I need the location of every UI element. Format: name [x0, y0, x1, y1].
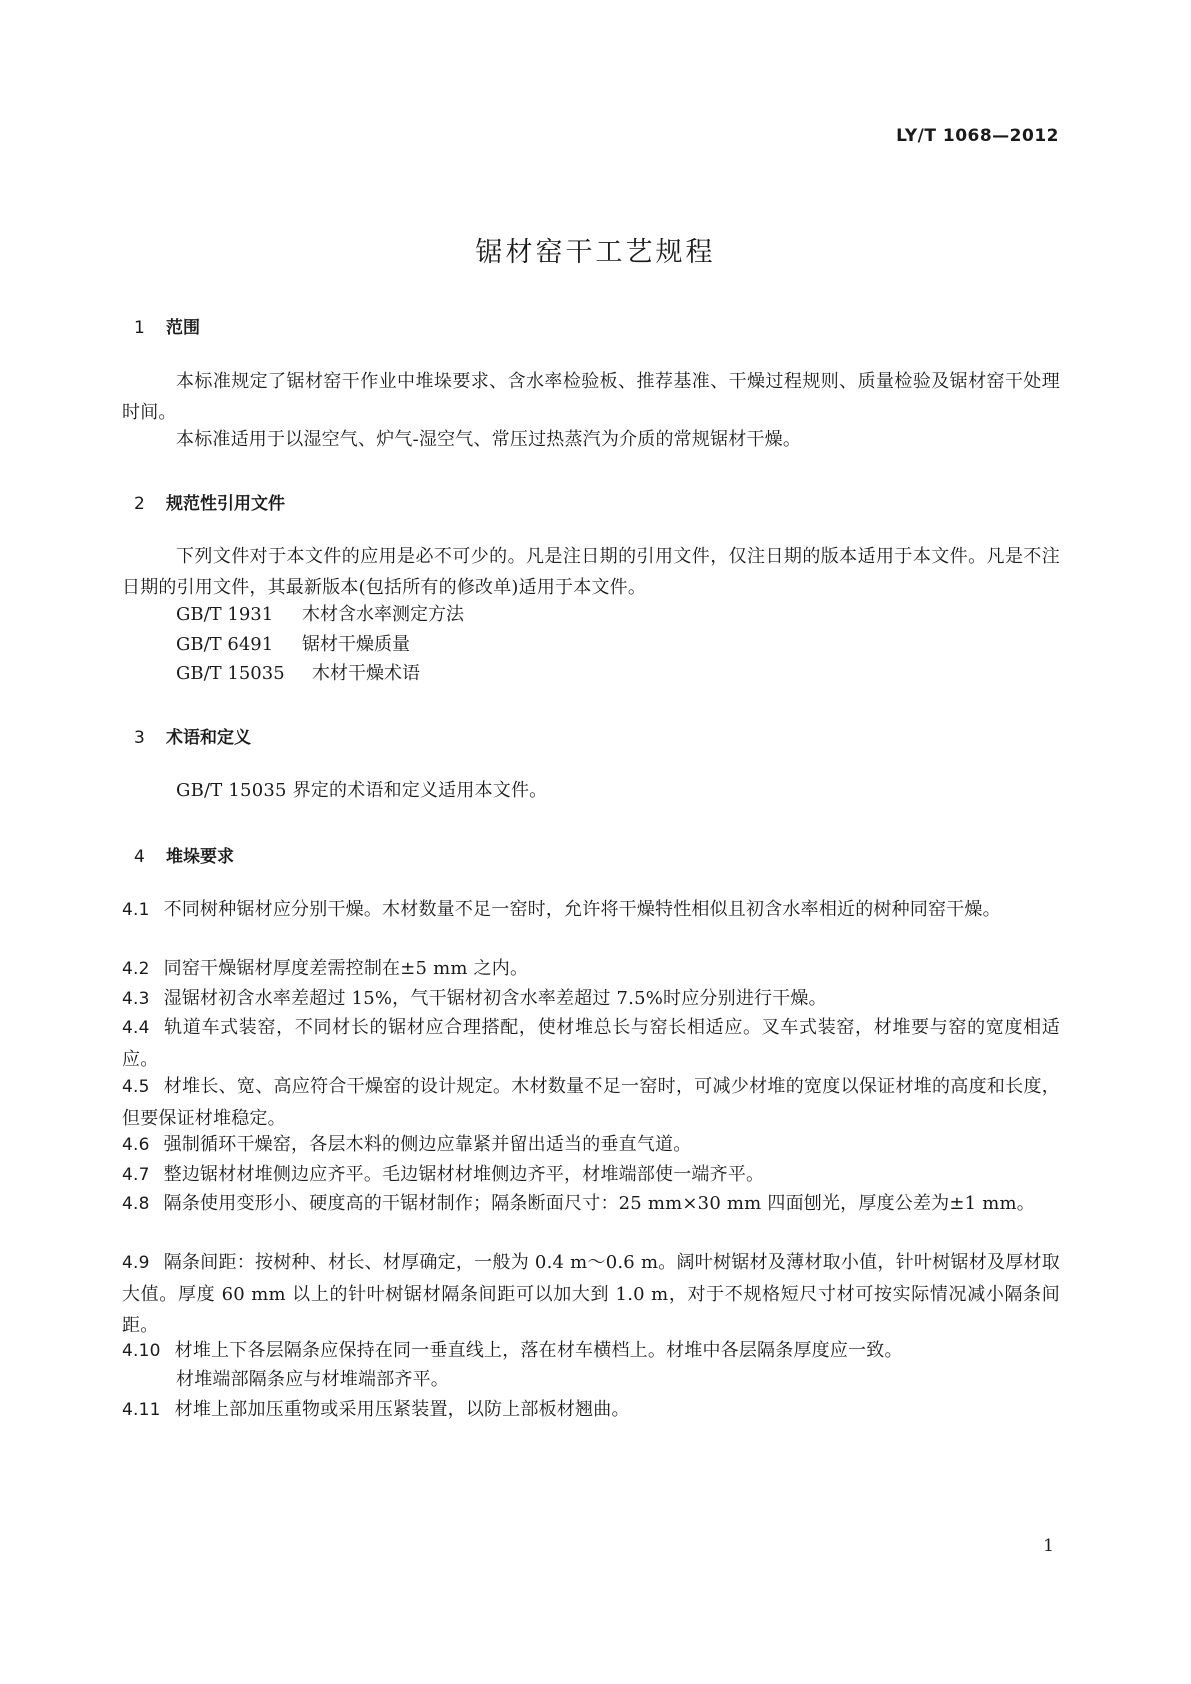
clause-text: 同窑干燥锯材厚度差需控制在±5 mm 之内。	[163, 958, 529, 979]
reference-title: 木材干燥术语	[312, 663, 420, 684]
reference-code: GB/T 15035	[176, 663, 285, 684]
clause-4-9	[122, 1247, 1060, 1341]
reference-item	[176, 658, 420, 689]
clause-number: 4.5	[122, 1077, 150, 1097]
clause-number: 4.3	[122, 989, 150, 1009]
clause-4-10-continuation: 材堆端部隔条应与材堆端部齐平。	[176, 1369, 449, 1390]
section-title: 规范性引用文件	[166, 494, 285, 514]
section-4-heading	[134, 842, 234, 867]
clause-number: 4.2	[122, 959, 150, 979]
clause-number: 4.9	[122, 1253, 150, 1273]
reference-code: GB/T 1931	[176, 604, 274, 625]
reference-code: GB/T 6491	[176, 634, 274, 655]
clause-number: 4.7	[122, 1165, 150, 1185]
section-3-heading	[134, 723, 251, 748]
clause-4-2	[122, 953, 1060, 985]
section-1-paragraph-1: 本标准规定了锯材窑干作业中堆垛要求、含水率检验板、推荐基准、干燥过程规则、质量检验及锯材窑干处理时间。	[122, 371, 1060, 423]
clause-number: 4.8	[122, 1194, 150, 1214]
clause-text: 材堆上下各层隔条应保持在同一垂直线上，落在材车横档上。材堆中各层隔条厚度应一致。	[174, 1340, 903, 1361]
standard-code: LY/T 1068—2012	[896, 126, 1059, 146]
clause-number: 4.11	[122, 1400, 161, 1420]
section-number: 4	[134, 847, 145, 867]
clause-text: 轨道车式装窑，不同材长的锯材应合理搭配，使材堆总长与窑长相适应。叉车式装窑，材堆要与窑的宽度相适应。	[122, 1017, 1060, 1070]
section-title: 堆垛要求	[166, 847, 234, 867]
clause-text: 整边锯材材堆侧边应齐平。毛边锯材材堆侧边齐平，材堆端部使一端齐平。	[163, 1164, 765, 1185]
section-number: 1	[134, 318, 145, 338]
clause-4-4	[122, 1012, 1060, 1075]
clause-4-10	[122, 1335, 1060, 1367]
clause-number: 4.6	[122, 1135, 150, 1155]
clause-text: 隔条使用变形小、硬度高的干锯材制作；隔条断面尺寸：25 mm×30 mm 四面刨光，厚度公差为±1 mm。	[163, 1193, 1035, 1214]
clause-text: 隔条间距：按树种、材长、材厚确定，一般为 0.4 m～0.6 m。阔叶树锯材及薄材取小值，针叶树锯材及厚材取大值。厚度 60 mm 以上的针叶树锯材隔条间距可以加大到 1.0 m，对于不规格短尺寸材可按实际情况减小隔条间距。	[122, 1252, 1060, 1336]
reference-item	[176, 599, 464, 630]
clause-4-6	[122, 1129, 1060, 1161]
section-1-paragraph-2: 本标准适用于以湿空气、炉气-湿空气、常压过热蒸汽为介质的常规锯材干燥。	[176, 429, 802, 450]
section-1-heading	[134, 313, 200, 338]
page-number: 1	[1043, 1536, 1054, 1556]
page-title: 锯材窑干工艺规程	[475, 237, 716, 268]
clause-4-5	[122, 1071, 1060, 1134]
clause-text: 湿锯材初含水率差超过 15%，气干锯材初含水率差超过 7.5%时应分别进行干燥。	[163, 988, 827, 1009]
clause-number: 4.1	[122, 900, 150, 920]
reference-title: 木材含水率测定方法	[302, 604, 464, 625]
section-2-heading	[134, 489, 285, 514]
section-number: 3	[134, 728, 145, 748]
clause-number: 4.10	[122, 1341, 161, 1361]
reference-item	[176, 629, 410, 660]
clause-text: 材堆长、宽、高应符合干燥窑的设计规定。木材数量不足一窑时，可减少材堆的宽度以保证材堆的高度和长度，但要保证材堆稳定。	[122, 1076, 1060, 1129]
clause-4-7	[122, 1159, 1060, 1191]
reference-title: 锯材干燥质量	[302, 634, 410, 655]
clause-text: 不同树种锯材应分别干燥。木材数量不足一窑时，允许将干燥特性相似且初含水率相近的树种同窑干燥。	[163, 899, 1001, 920]
section-3-paragraph-1: GB/T 15035 界定的术语和定义适用本文件。	[176, 780, 548, 801]
clause-4-8	[122, 1188, 1060, 1220]
clause-number: 4.4	[122, 1018, 150, 1038]
clause-4-3	[122, 983, 1060, 1015]
clause-4-1	[122, 894, 1060, 926]
section-title: 范围	[166, 318, 200, 338]
section-number: 2	[134, 494, 145, 514]
section-2-paragraph-1: 下列文件对于本文件的应用是必不可少的。凡是注日期的引用文件，仅注日期的版本适用于本文件。凡是不注日期的引用文件，其最新版本(包括所有的修改单)适用于本文件。	[122, 546, 1060, 598]
clause-4-11	[122, 1394, 1060, 1426]
section-title: 术语和定义	[166, 728, 251, 748]
clause-text: 材堆上部加压重物或采用压紧装置，以防上部板材翘曲。	[174, 1399, 630, 1420]
clause-text: 强制循环干燥窑，各层木料的侧边应靠紧并留出适当的垂直气道。	[163, 1134, 692, 1155]
